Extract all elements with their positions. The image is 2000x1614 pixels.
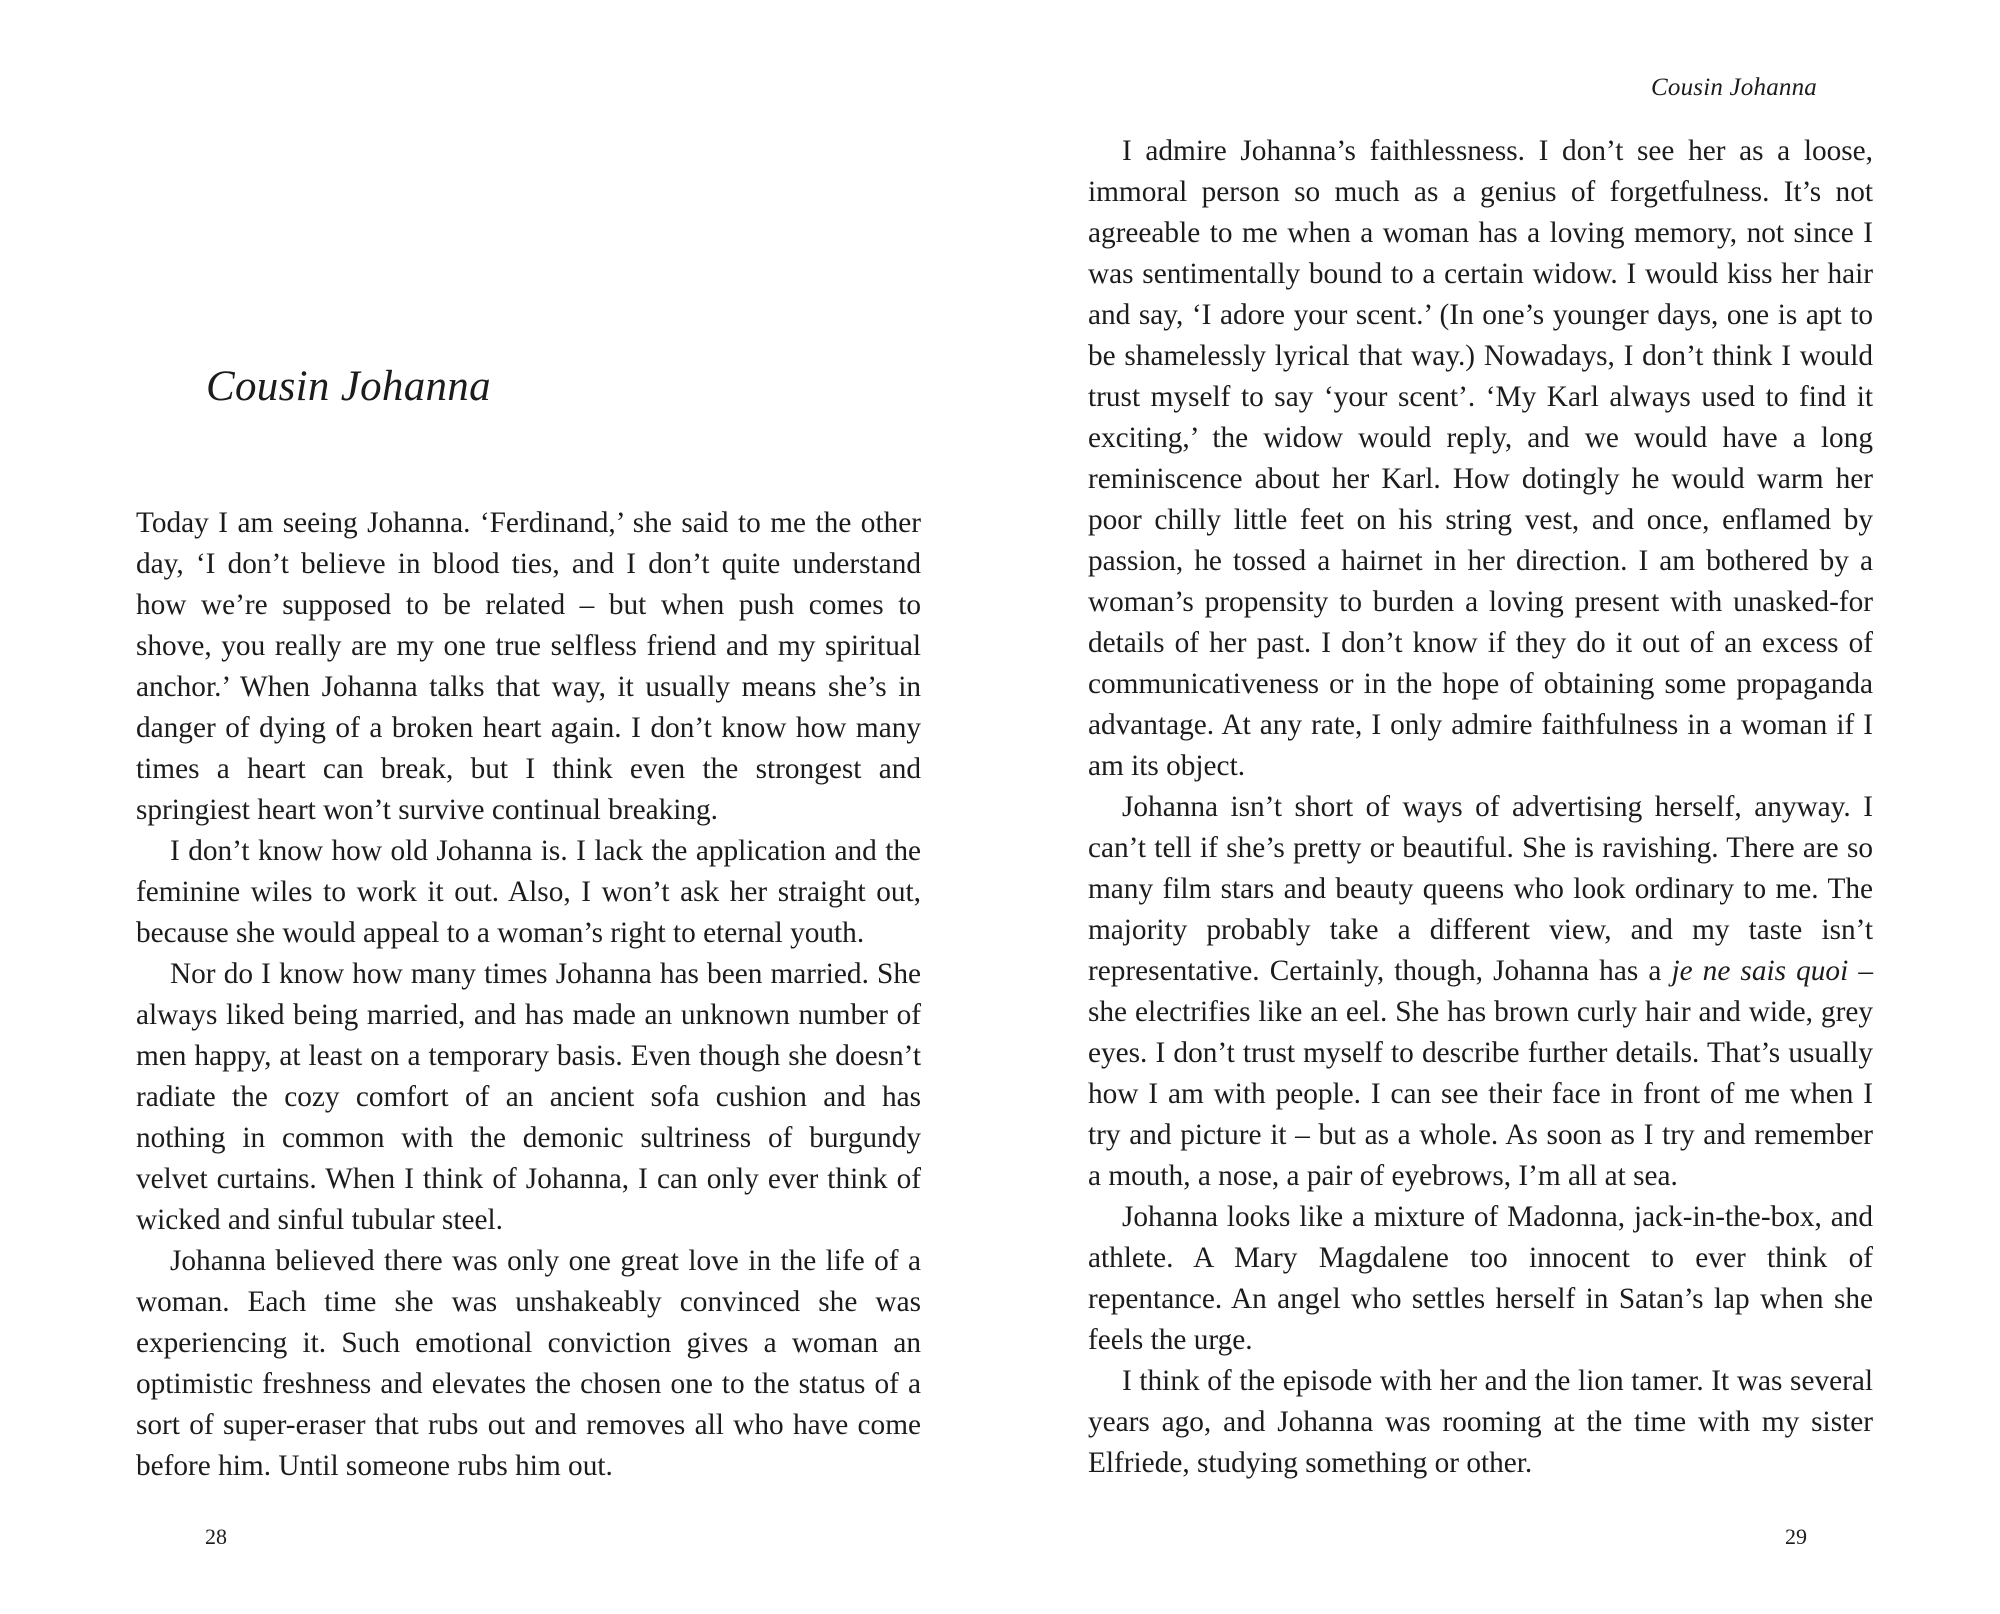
paragraph: I admire Johanna’s faithlessness. I don’t see her as a loose, immoral person so much as a genius of forgetfulness. It’s not agreeable to me when a woman has a loving memory, not since I was sentimentally bound to a certain widow. I would kiss her hair and say, ‘I adore your scent.’ (In one’s younger days, one is apt to be shamelessly lyrical that way.) Nowadays, I don’t think I would trust myself to say ‘your scent’. ‘My Karl always used to find it exciting,’ the widow would reply, and we would have a long reminiscence about her Karl. How dotingly he would warm her poor chilly little feet on his string vest, and once, enflamed by passion, he tossed a hairnet in her direction. I am bothered by a woman’s propensity to burden a loving present with unasked-for details of her past. I don’t know if they do it out of an excess of communicativeness or in the hope of obtaining some propaganda advantage. At any rate, I only admire faithfulness in a woman if I am its object. [1088, 135, 1873, 782]
paragraph: Nor do I know how many times Johanna has been married. She always liked being married, and has made an unknown number of men happy, at least on a temporary basis. Even though she doesn’t radiate the cozy comfort of an ancient sofa cushion and has nothing in common with the demonic sultriness of burgundy velvet curtains. When I think of Johanna, I can only ever think of wicked and sinful tubular steel. [136, 958, 921, 1236]
paragraph: I don’t know how old Johanna is. I lack the application and the feminine wiles to work it out. Also, I won’t ask her straight out, because she would appeal to a woman’s right to eternal youth. [136, 835, 921, 949]
paragraph: Today I am seeing Johanna. ‘Ferdinand,’ she said to me the other day, ‘I don’t believe in blood ties, and I don’t quite understand how we’re supposed to be related – but when push comes to shove, you really are my one true selfless friend and my spiritual anchor.’ When Johanna talks that way, it usually means she’s in danger of dying of a broken heart again. I don’t know how many times a heart can break, but I think even the strongest and springiest heart won’t survive continual breaking. [136, 507, 921, 826]
page-number: 28 [205, 1524, 227, 1549]
right-page-body [1088, 131, 1873, 1484]
chapter-title: Cousin Johanna [206, 363, 491, 410]
running-head: Cousin Johanna [1651, 74, 1817, 101]
page-number: 29 [1785, 1524, 1807, 1549]
italic-phrase: je ne sais quoi [1671, 955, 1849, 987]
paragraph: Johanna isn’t short of ways of advertising herself, anyway. I can’t tell if she’s pretty or beautiful. She is ravishing. There are so many film stars and beauty queens who look ordinary to me. The majority probably take a different view, and my taste isn’t representative. Certainly, though, Johanna has a je ne sais quoi – she electrifies like an eel. She has brown curly hair and wide, grey eyes. I don’t trust myself to describe further details. That’s usually how I am with people. I can see their face in front of me when I try and picture it – but as a whole. As soon as I try and remember a mouth, a nose, a pair of eyebrows, I’m all at sea. [1088, 791, 1873, 1192]
right-page [1000, 0, 2000, 1614]
left-page-body [136, 503, 921, 1487]
paragraph: I think of the episode with her and the lion tamer. It was several years ago, and Johanna was rooming at the time with my sister Elfriede, studying something or other. [1088, 1365, 1873, 1479]
paragraph: Johanna believed there was only one great love in the life of a woman. Each time she was unshakeably convinced she was experiencing it. Such emotional conviction gives a woman an optimistic freshness and elevates the chosen one to the status of a sort of super-eraser that rubs out and removes all who have come before him. Until someone rubs him out. [136, 1245, 921, 1482]
paragraph: Johanna looks like a mixture of Madonna, jack-in-the-box, and athlete. A Mary Magdalene too innocent to ever think of repentance. An angel who settles herself in Satan’s lap when she feels the urge. [1088, 1201, 1873, 1356]
